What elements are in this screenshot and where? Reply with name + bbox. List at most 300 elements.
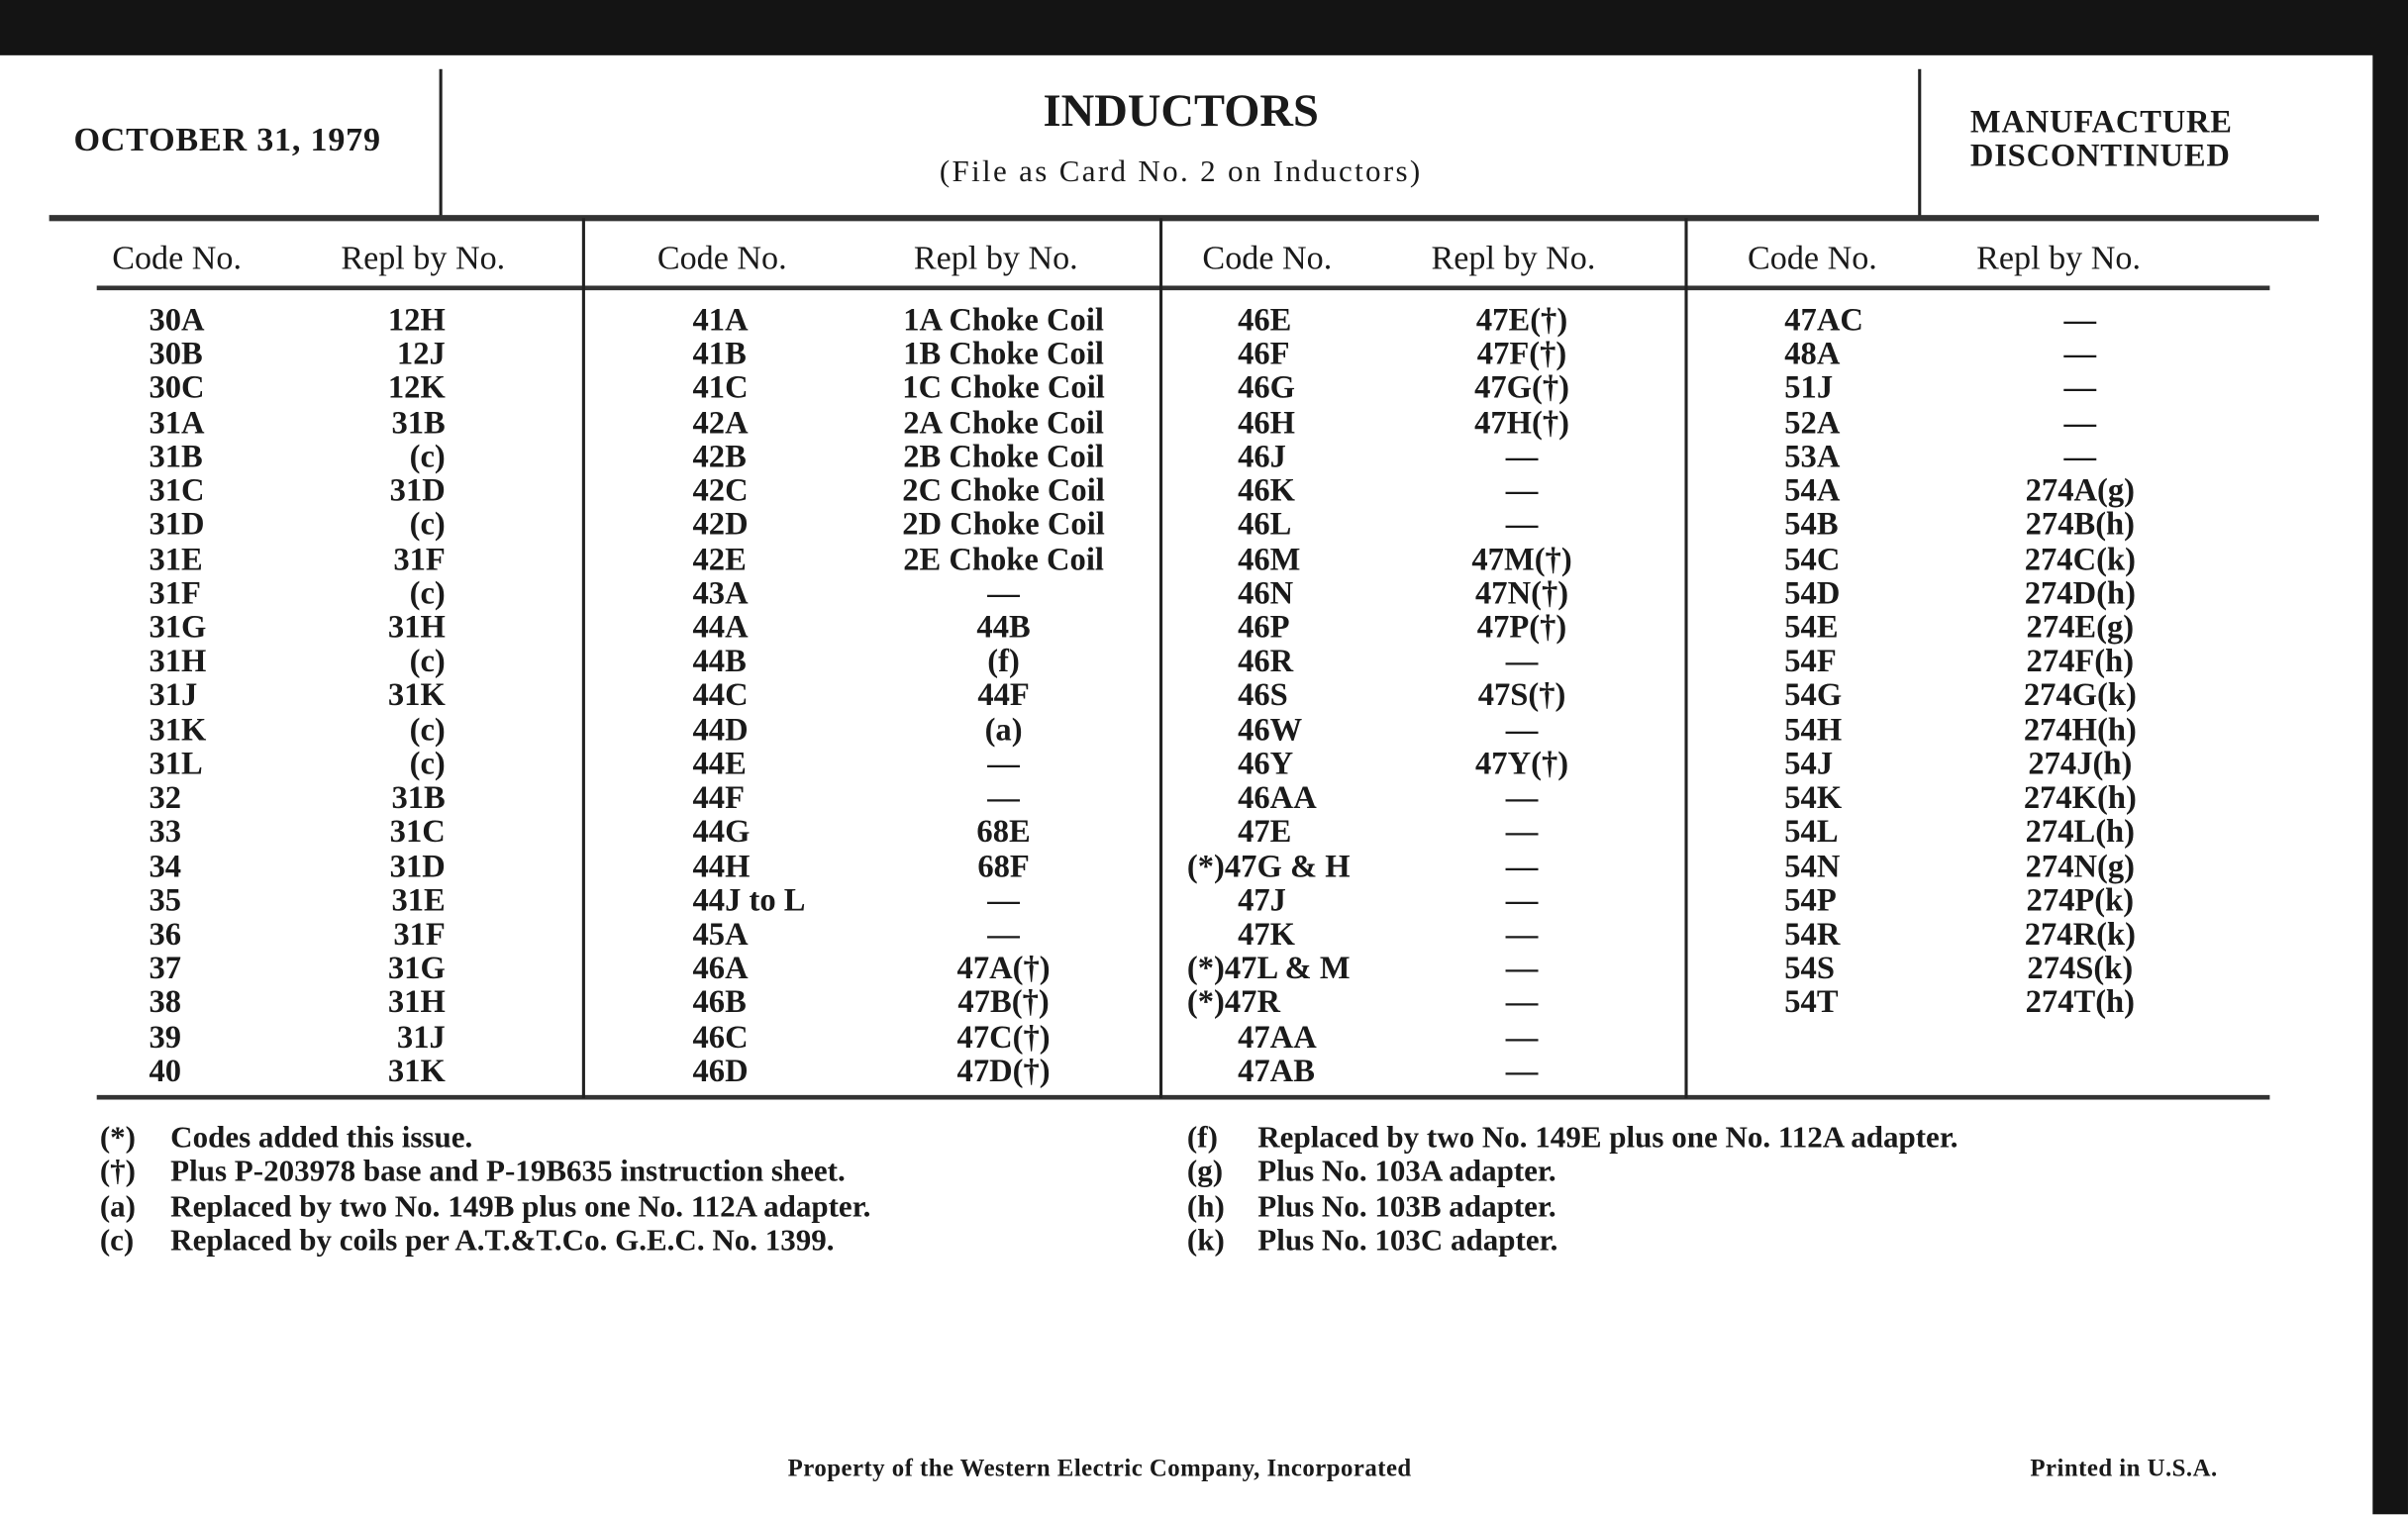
- code-cell: 54J: [1784, 744, 1834, 782]
- replacement-cell: —: [2063, 437, 2097, 475]
- table-row: [1238, 542, 1637, 575]
- replacement-cell: —: [2063, 335, 2097, 372]
- code-cell: 44B: [692, 642, 747, 679]
- code-cell: 54R: [1784, 915, 1841, 953]
- table-row: [149, 437, 455, 475]
- replacement-cell: —: [987, 778, 1020, 816]
- replacement-cell: 274F(h): [2026, 642, 2135, 679]
- footnote: [1187, 1189, 1958, 1224]
- replacement-cell: —: [1505, 710, 1539, 748]
- table-row: [149, 542, 455, 575]
- replacement-cell: (a): [984, 710, 1023, 748]
- code-cell: 44D: [692, 710, 749, 748]
- table-row: [1784, 744, 2183, 782]
- code-cell: (*)47L & M: [1186, 949, 1351, 986]
- table-row: [1238, 917, 1637, 951]
- table-row: [149, 368, 455, 407]
- replacement-cell: 31H: [387, 608, 446, 646]
- footnote: [100, 1224, 871, 1259]
- table-row: [693, 712, 1139, 746]
- table-row: [1784, 812, 2183, 851]
- table-row: [1238, 405, 1637, 439]
- code-cell: 37: [149, 949, 182, 986]
- replacement-cell: 47P(†): [1476, 608, 1567, 646]
- table-row: [1784, 917, 2183, 951]
- replacement-cell: 274C(k): [2024, 540, 2136, 577]
- replacement-cell: —: [1505, 847, 1539, 884]
- replacement-cell: 31B: [391, 403, 446, 441]
- table-row: [693, 542, 1139, 575]
- code-cell: 41C: [692, 368, 749, 407]
- replacement-cell: (c): [409, 744, 446, 782]
- footnote: [1187, 1156, 1958, 1190]
- col-header-code-3: Code No.: [1202, 238, 1333, 277]
- replacement-cell: (c): [409, 437, 446, 475]
- footnote-text: Plus P-203978 base and P-19B635 instruction sheet.: [170, 1155, 846, 1189]
- top-rule: [50, 215, 2319, 221]
- col-header-code-2: Code No.: [656, 238, 787, 277]
- code-cell: 51J: [1784, 368, 1834, 407]
- replacement-cell: (c): [409, 573, 446, 611]
- replacement-cell: —: [2063, 368, 2097, 407]
- replacement-cell: 274A(g): [2025, 471, 2136, 509]
- code-cell: 46M: [1238, 540, 1301, 577]
- table-row: [693, 678, 1139, 712]
- code-cell: 47J: [1238, 880, 1286, 919]
- table-row: [692, 744, 1139, 782]
- replacement-cell: —: [1505, 642, 1539, 679]
- code-cell: 31D: [149, 505, 205, 543]
- status-line-2: DISCONTINUED: [1969, 137, 2231, 174]
- code-cell: 31L: [149, 744, 203, 782]
- replacement-cell: 31E: [391, 880, 446, 919]
- code-cell: 46B: [692, 983, 747, 1021]
- table-row: [693, 1054, 1139, 1087]
- code-cell: 46R: [1238, 642, 1294, 679]
- table-row: [1784, 368, 2183, 407]
- table-row: [1238, 300, 1637, 339]
- table-row: [693, 405, 1139, 439]
- column-divider-1: [582, 218, 585, 1098]
- replacement-cell: (c): [409, 642, 446, 679]
- status-line-1: MANUFACTURE: [1969, 102, 2233, 141]
- scan-border-right: [2372, 0, 2408, 1514]
- table-row: [1238, 610, 1637, 644]
- col-header-repl-3: Repl by No.: [1431, 238, 1596, 277]
- table-row: [1238, 1054, 1637, 1087]
- table-row: [149, 405, 455, 439]
- footnote: [100, 1121, 871, 1156]
- replacement-cell: —: [2063, 300, 2097, 339]
- replacement-cell: 47H(†): [1474, 403, 1569, 441]
- table-row: [693, 507, 1139, 541]
- replacement-cell: 274K(h): [2023, 778, 2137, 816]
- code-cell: 30C: [149, 368, 205, 407]
- replacement-cell: (c): [409, 710, 446, 748]
- footnote: [1187, 1224, 1958, 1259]
- replacement-cell: 31G: [387, 949, 446, 986]
- table-section-1: [149, 300, 455, 1089]
- table-row: [149, 678, 455, 712]
- bottom-rule: [97, 1095, 2270, 1100]
- column-divider-2: [1159, 218, 1162, 1098]
- replacement-cell: 1C Choke Coil: [902, 368, 1105, 407]
- replacement-cell: —: [1505, 471, 1539, 509]
- replacement-cell: —: [1505, 915, 1539, 953]
- replacement-cell: 47B(†): [957, 983, 1050, 1021]
- table-row: [692, 368, 1139, 407]
- code-cell: 54F: [1784, 642, 1837, 679]
- code-cell: 54B: [1784, 505, 1839, 543]
- replacement-cell: 31K: [387, 676, 446, 714]
- code-cell: 42C: [692, 471, 749, 509]
- replacement-cell: 2B Choke Coil: [903, 437, 1104, 475]
- table-row: [693, 951, 1139, 984]
- table-row: [1238, 507, 1637, 541]
- table-row: [1784, 405, 2183, 439]
- code-cell: 48A: [1784, 335, 1841, 372]
- table-row: [1784, 985, 2183, 1019]
- code-cell: 54C: [1784, 540, 1841, 577]
- footnote-mark: (f): [1186, 1121, 1218, 1156]
- code-cell: 36: [149, 915, 182, 953]
- code-cell: 39: [149, 1017, 182, 1055]
- table-row: [1186, 847, 1637, 884]
- code-cell: 40: [149, 1052, 182, 1089]
- footnote-mark: (a): [99, 1189, 136, 1224]
- code-cell: 30A: [149, 300, 205, 339]
- footnote: [100, 1189, 871, 1224]
- replacement-cell: 274E(g): [2026, 608, 2135, 646]
- table-section-2: [692, 300, 1139, 1089]
- code-cell: 31C: [149, 471, 205, 509]
- code-cell: 46S: [1238, 676, 1288, 714]
- replacement-cell: 274D(h): [2024, 573, 2136, 611]
- code-cell: 31B: [149, 437, 203, 475]
- table-row: [1784, 849, 2183, 882]
- status-label: [1969, 102, 2233, 174]
- table-row: [1238, 712, 1637, 746]
- replacement-cell: 274J(h): [2028, 744, 2133, 782]
- replacement-cell: 2C Choke Coil: [902, 471, 1105, 509]
- code-cell: 52A: [1784, 403, 1841, 441]
- replacement-cell: 1A Choke Coil: [903, 300, 1104, 339]
- footnote-text: Plus No. 103B adapter.: [1257, 1189, 1556, 1224]
- replacement-cell: 47S(†): [1477, 676, 1566, 714]
- header-rule: [97, 285, 2270, 290]
- footnote-text: Replaced by two No. 149B plus one No. 112A adapter.: [170, 1189, 871, 1224]
- table-row: [149, 951, 455, 984]
- table-row: [692, 880, 1139, 919]
- code-cell: 42D: [692, 505, 749, 543]
- replacement-cell: —: [1505, 1017, 1539, 1055]
- replacement-cell: 47D(†): [956, 1052, 1051, 1089]
- replacement-cell: (c): [409, 505, 446, 543]
- table-row: [692, 437, 1139, 475]
- code-cell: 45A: [692, 915, 749, 953]
- code-cell: 46N: [1238, 573, 1294, 611]
- table-row: [1186, 983, 1637, 1021]
- table-row: [149, 880, 455, 919]
- table-row: [1238, 575, 1637, 609]
- table-row: [149, 1054, 455, 1087]
- code-cell: 44F: [692, 778, 745, 816]
- code-cell: 46W: [1238, 710, 1303, 748]
- code-cell: 38: [149, 983, 182, 1021]
- code-cell: 46A: [692, 949, 749, 986]
- table-row: [1784, 337, 2183, 370]
- table-row: [1238, 473, 1637, 507]
- replacement-cell: 2D Choke Coil: [902, 505, 1105, 543]
- replacement-cell: 12K: [387, 368, 446, 407]
- table-row: [149, 744, 455, 782]
- code-cell: 54L: [1784, 812, 1839, 851]
- code-cell: 31F: [149, 573, 201, 611]
- table-row: [149, 812, 455, 851]
- header-divider-right: [1918, 69, 1921, 218]
- replacement-cell: 31F: [393, 540, 446, 577]
- replacement-cell: 274R(k): [2024, 915, 2136, 953]
- replacement-cell: —: [987, 915, 1020, 953]
- code-cell: 46G: [1238, 368, 1296, 407]
- table-row: [1238, 880, 1637, 919]
- code-cell: 44C: [692, 676, 749, 714]
- replacement-cell: 68F: [977, 847, 1030, 884]
- code-cell: 42A: [692, 403, 749, 441]
- footnotes-right: [1187, 1121, 1958, 1258]
- table-row: [1784, 880, 2183, 919]
- table-row: [1784, 678, 2183, 712]
- page-subtitle: (File as Card No. 2 on Inductors): [939, 154, 1423, 189]
- replacement-cell: 68E: [976, 812, 1031, 851]
- replacement-cell: 12J: [396, 335, 446, 372]
- footnote-mark: (†): [99, 1155, 136, 1189]
- code-cell: 46AA: [1238, 778, 1317, 816]
- replacement-cell: 47N(†): [1475, 573, 1569, 611]
- table-row: [1238, 812, 1637, 851]
- replacement-cell: —: [1505, 778, 1539, 816]
- replacement-cell: 274H(h): [2023, 710, 2137, 748]
- replacement-cell: 47Y(†): [1475, 744, 1569, 782]
- issue-date: OCTOBER 31, 1979: [73, 119, 381, 158]
- code-cell: 46H: [1238, 403, 1296, 441]
- code-cell: 44A: [692, 608, 749, 646]
- col-header-code-4: Code No.: [1748, 238, 1877, 277]
- code-cell: 54S: [1784, 949, 1835, 986]
- table-row: [149, 917, 455, 951]
- code-cell: 42B: [692, 437, 747, 475]
- code-cell: 46F: [1238, 335, 1290, 372]
- code-cell: 54P: [1784, 880, 1837, 919]
- replacement-cell: 44F: [977, 676, 1030, 714]
- code-cell: (*)47G & H: [1186, 847, 1351, 884]
- replacement-cell: 47F(†): [1476, 335, 1567, 372]
- code-cell: 44G: [692, 812, 751, 851]
- code-cell: 31E: [149, 540, 203, 577]
- replacement-cell: —: [1505, 437, 1539, 475]
- code-cell: 44H: [692, 847, 751, 884]
- footnote-mark: (c): [99, 1223, 135, 1259]
- code-cell: 46E: [1238, 300, 1292, 339]
- replacement-cell: 31K: [387, 1052, 446, 1089]
- footnote-text: Replaced by two No. 149E plus one No. 112A adapter.: [1257, 1121, 1958, 1156]
- table-row: [149, 644, 455, 677]
- code-cell: 54A: [1784, 471, 1841, 509]
- code-cell: 44E: [692, 744, 747, 782]
- footnote-text: Codes added this issue.: [170, 1121, 473, 1156]
- replacement-cell: —: [2063, 403, 2097, 441]
- code-cell: 46P: [1238, 608, 1290, 646]
- replacement-cell: 274L(h): [2025, 812, 2136, 851]
- code-cell: 47AA: [1238, 1017, 1317, 1055]
- footnote-text: Replaced by coils per A.T.&T.Co. G.E.C. No. 1399.: [170, 1223, 835, 1259]
- replacement-cell: 274G(k): [2023, 676, 2137, 714]
- code-cell: 31G: [149, 608, 207, 646]
- table-row: [1784, 437, 2183, 475]
- col-header-repl-4: Repl by No.: [1976, 238, 2142, 277]
- replacement-cell: —: [1505, 949, 1539, 986]
- code-cell: 46C: [692, 1017, 749, 1055]
- code-cell: 47E: [1238, 812, 1292, 851]
- code-cell: 46L: [1238, 505, 1292, 543]
- code-cell: 42E: [692, 540, 747, 577]
- code-cell: 31A: [149, 403, 205, 441]
- col-header-code-1: Code No.: [112, 238, 243, 277]
- footnote: [1187, 1121, 1958, 1156]
- table-row: [693, 1019, 1139, 1053]
- code-cell: 54H: [1784, 710, 1843, 748]
- footnote-mark: (h): [1186, 1189, 1225, 1224]
- replacement-cell: —: [987, 880, 1020, 919]
- printed-in-notice: Printed in U.S.A.: [2030, 1456, 2218, 1482]
- footnote-mark: (*): [99, 1121, 136, 1156]
- replacement-cell: 2E Choke Coil: [903, 540, 1104, 577]
- property-notice: Property of the Western Electric Company, Incorporated: [787, 1456, 1412, 1482]
- table-row: [1238, 780, 1637, 814]
- replacement-cell: —: [1505, 505, 1539, 543]
- replacement-cell: 31C: [389, 812, 446, 851]
- table-row: [1238, 678, 1637, 712]
- replacement-cell: 1B Choke Coil: [903, 335, 1104, 372]
- replacement-cell: —: [1505, 812, 1539, 851]
- code-cell: 54D: [1784, 573, 1841, 611]
- table-row: [149, 610, 455, 644]
- code-cell: 35: [149, 880, 182, 919]
- code-cell: 54N: [1784, 847, 1841, 884]
- replacement-cell: —: [987, 573, 1020, 611]
- code-cell: 43A: [692, 573, 749, 611]
- table-row: [1186, 949, 1637, 986]
- table-row: [1784, 575, 2183, 609]
- code-cell: 31H: [149, 642, 207, 679]
- code-cell: 47AB: [1238, 1052, 1315, 1089]
- replacement-cell: 44B: [976, 608, 1031, 646]
- table-row: [693, 917, 1139, 951]
- code-cell: 41B: [692, 335, 747, 372]
- table-row: [1238, 437, 1637, 475]
- table-row: [1784, 610, 2183, 644]
- col-header-repl-2: Repl by No.: [913, 238, 1078, 277]
- replacement-cell: 274B(h): [2025, 505, 2136, 543]
- table-row: [1784, 644, 2183, 677]
- replacement-cell: 47E(†): [1475, 300, 1568, 339]
- footnote: [100, 1156, 871, 1190]
- header-divider-left: [440, 69, 443, 218]
- code-cell: 32: [149, 778, 182, 816]
- code-cell: 30B: [149, 335, 203, 372]
- table-row: [1238, 337, 1637, 370]
- replacement-cell: 31J: [396, 1017, 446, 1055]
- replacement-cell: 31F: [393, 915, 446, 953]
- replacement-cell: 31D: [389, 471, 446, 509]
- replacement-cell: 31D: [389, 847, 446, 884]
- code-cell: 31J: [149, 676, 198, 714]
- code-cell: 31K: [149, 710, 207, 748]
- table-section-3: [1186, 300, 1637, 1089]
- table-row: [1238, 644, 1637, 677]
- table-row: [693, 985, 1139, 1019]
- replacement-cell: 31H: [387, 983, 446, 1021]
- table-row: [1238, 744, 1637, 782]
- table-row: [1784, 507, 2183, 541]
- code-cell: 53A: [1784, 437, 1841, 475]
- table-row: [149, 712, 455, 746]
- replacement-cell: 47A(†): [956, 949, 1051, 986]
- page-title: INDUCTORS: [1043, 85, 1319, 138]
- table-row: [149, 985, 455, 1019]
- table-section-4: [1784, 300, 2183, 1021]
- replacement-cell: —: [1505, 983, 1539, 1021]
- code-cell: (*)47R: [1186, 983, 1281, 1021]
- footnote-text: Plus No. 103A adapter.: [1257, 1155, 1556, 1189]
- replacement-cell: 12H: [387, 300, 446, 339]
- replacement-cell: 47C(†): [956, 1017, 1051, 1055]
- table-row: [149, 780, 455, 814]
- col-header-repl-1: Repl by No.: [341, 238, 506, 277]
- code-cell: 47AC: [1784, 300, 1863, 339]
- code-cell: 54K: [1784, 778, 1843, 816]
- replacement-cell: 274T(h): [2025, 983, 2136, 1021]
- table-row: [1784, 473, 2183, 507]
- replacement-cell: (f): [987, 642, 1020, 679]
- table-row: [1784, 780, 2183, 814]
- code-cell: 34: [149, 847, 182, 884]
- table-row: [693, 610, 1139, 644]
- replacement-cell: 274P(k): [2026, 880, 2135, 919]
- code-cell: 46J: [1238, 437, 1286, 475]
- replacement-cell: 274S(k): [2027, 949, 2134, 986]
- code-cell: 41A: [692, 300, 749, 339]
- table-row: [692, 300, 1139, 339]
- table-row: [1784, 951, 2183, 984]
- table-row: [1784, 712, 2183, 746]
- scan-border-top: [0, 0, 2408, 55]
- code-cell: 54G: [1784, 676, 1843, 714]
- column-divider-3: [1684, 218, 1687, 1098]
- table-row: [1784, 542, 2183, 575]
- table-row: [693, 575, 1139, 609]
- table-row: [149, 300, 455, 339]
- table-row: [149, 849, 455, 882]
- replacement-cell: —: [987, 744, 1020, 782]
- table-row: [149, 1019, 455, 1053]
- replacement-cell: 47M(†): [1471, 540, 1572, 577]
- footnote-mark: (g): [1186, 1155, 1224, 1189]
- footnotes-left: [100, 1121, 871, 1258]
- table-row: [693, 337, 1139, 370]
- footnote-text: Plus No. 103C adapter.: [1257, 1223, 1558, 1259]
- code-cell: 44J to L: [692, 880, 806, 919]
